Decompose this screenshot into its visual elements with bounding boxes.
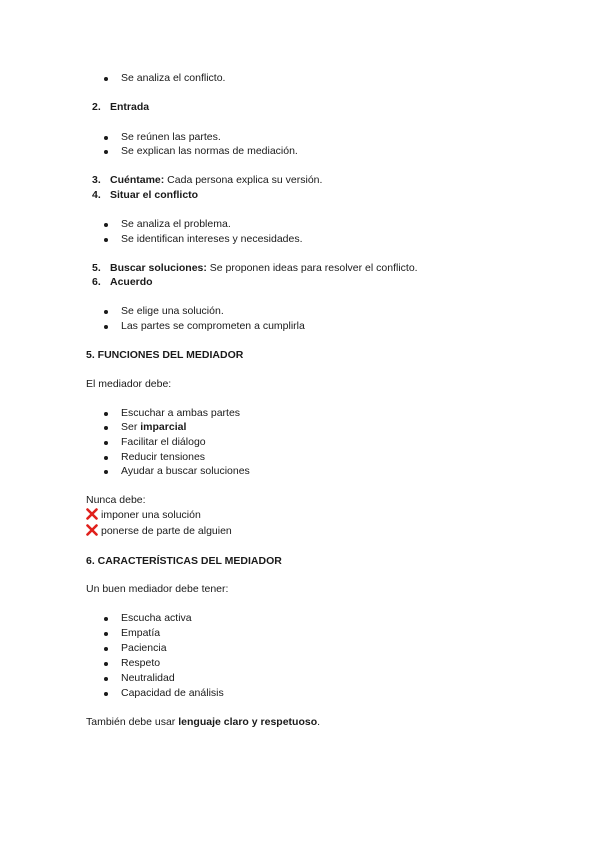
step-title: Acuerdo [110, 276, 153, 288]
bullet-icon [104, 647, 108, 651]
step-text [110, 262, 418, 275]
list-item: Escuchar a ambas partes [121, 407, 241, 419]
list-item: Se reúnen las partes. [121, 131, 221, 143]
bullet-icon [104, 632, 108, 636]
bullet-icon [104, 662, 108, 666]
paragraph-text: También debe usar [86, 716, 179, 728]
bullet-icon [104, 238, 108, 242]
list-item: Ayudar a buscar soluciones [121, 465, 250, 477]
step-title: Cuéntame: [110, 174, 165, 186]
bullet-icon [104, 426, 108, 430]
bullet-icon [104, 77, 108, 81]
section-heading: 6. CARACTERÍSTICAS DEL MEDIADOR [86, 555, 282, 567]
bullet-icon [104, 150, 108, 154]
paragraph-text: . [317, 716, 321, 728]
list-item: Se analiza el conflicto. [121, 72, 226, 84]
bullet-icon [104, 617, 108, 621]
bullet-icon [104, 223, 108, 227]
bullet-icon [104, 412, 108, 416]
list-item: Paciencia [121, 642, 167, 654]
step-title: Situar el conflicto [110, 189, 199, 201]
bullet-icon [104, 677, 108, 681]
step-title: Entrada [110, 101, 150, 113]
list-item: Neutralidad [121, 672, 175, 684]
paragraph [86, 716, 320, 729]
step-description: Cada persona explica su versión. [164, 174, 323, 186]
list-item: Las partes se comprometen a cumplirla [121, 320, 305, 332]
bullet-icon [104, 470, 108, 474]
list-item-emphasis: imparcial [140, 421, 187, 433]
cross-mark-icon [86, 524, 98, 536]
list-item: Respeto [121, 657, 161, 669]
list-item: Se identifican intereses y necesidades. [121, 233, 303, 245]
list-item: Se explican las normas de mediación. [121, 145, 298, 157]
section-heading: 5. FUNCIONES DEL MEDIADOR [86, 349, 244, 361]
step-number: 2. [92, 101, 101, 113]
bullet-icon [104, 310, 108, 314]
step-description: Se proponen ideas para resolver el conflicto. [206, 262, 418, 274]
list-item [121, 421, 186, 434]
list-item: Empatía [121, 627, 161, 639]
bullet-icon [104, 456, 108, 460]
list-item: Capacidad de análisis [121, 687, 224, 699]
paragraph: Nunca debe: [86, 494, 146, 506]
bullet-icon [104, 441, 108, 445]
cross-mark-icon [86, 508, 98, 520]
bullet-icon [104, 325, 108, 329]
step-text [110, 174, 322, 187]
bullet-icon [104, 136, 108, 140]
list-item: Se analiza el problema. [121, 218, 231, 230]
step-number: 6. [92, 276, 101, 288]
list-item-text: Ser [121, 421, 141, 433]
paragraph: Un buen mediador debe tener: [86, 583, 229, 595]
list-item: Reducir tensiones [121, 451, 206, 463]
step-title: Buscar soluciones: [110, 262, 207, 274]
list-item: ponerse de parte de alguien [101, 525, 232, 537]
paragraph-emphasis: lenguaje claro y respetuoso [178, 716, 318, 728]
list-item: imponer una solución [101, 509, 201, 521]
paragraph: El mediador debe: [86, 378, 172, 390]
step-number: 4. [92, 189, 101, 201]
step-number: 3. [92, 174, 101, 186]
list-item: Facilitar el diálogo [121, 436, 206, 448]
list-item: Escucha activa [121, 612, 192, 624]
bullet-icon [104, 692, 108, 696]
step-number: 5. [92, 262, 101, 274]
list-item: Se elige una solución. [121, 305, 224, 317]
